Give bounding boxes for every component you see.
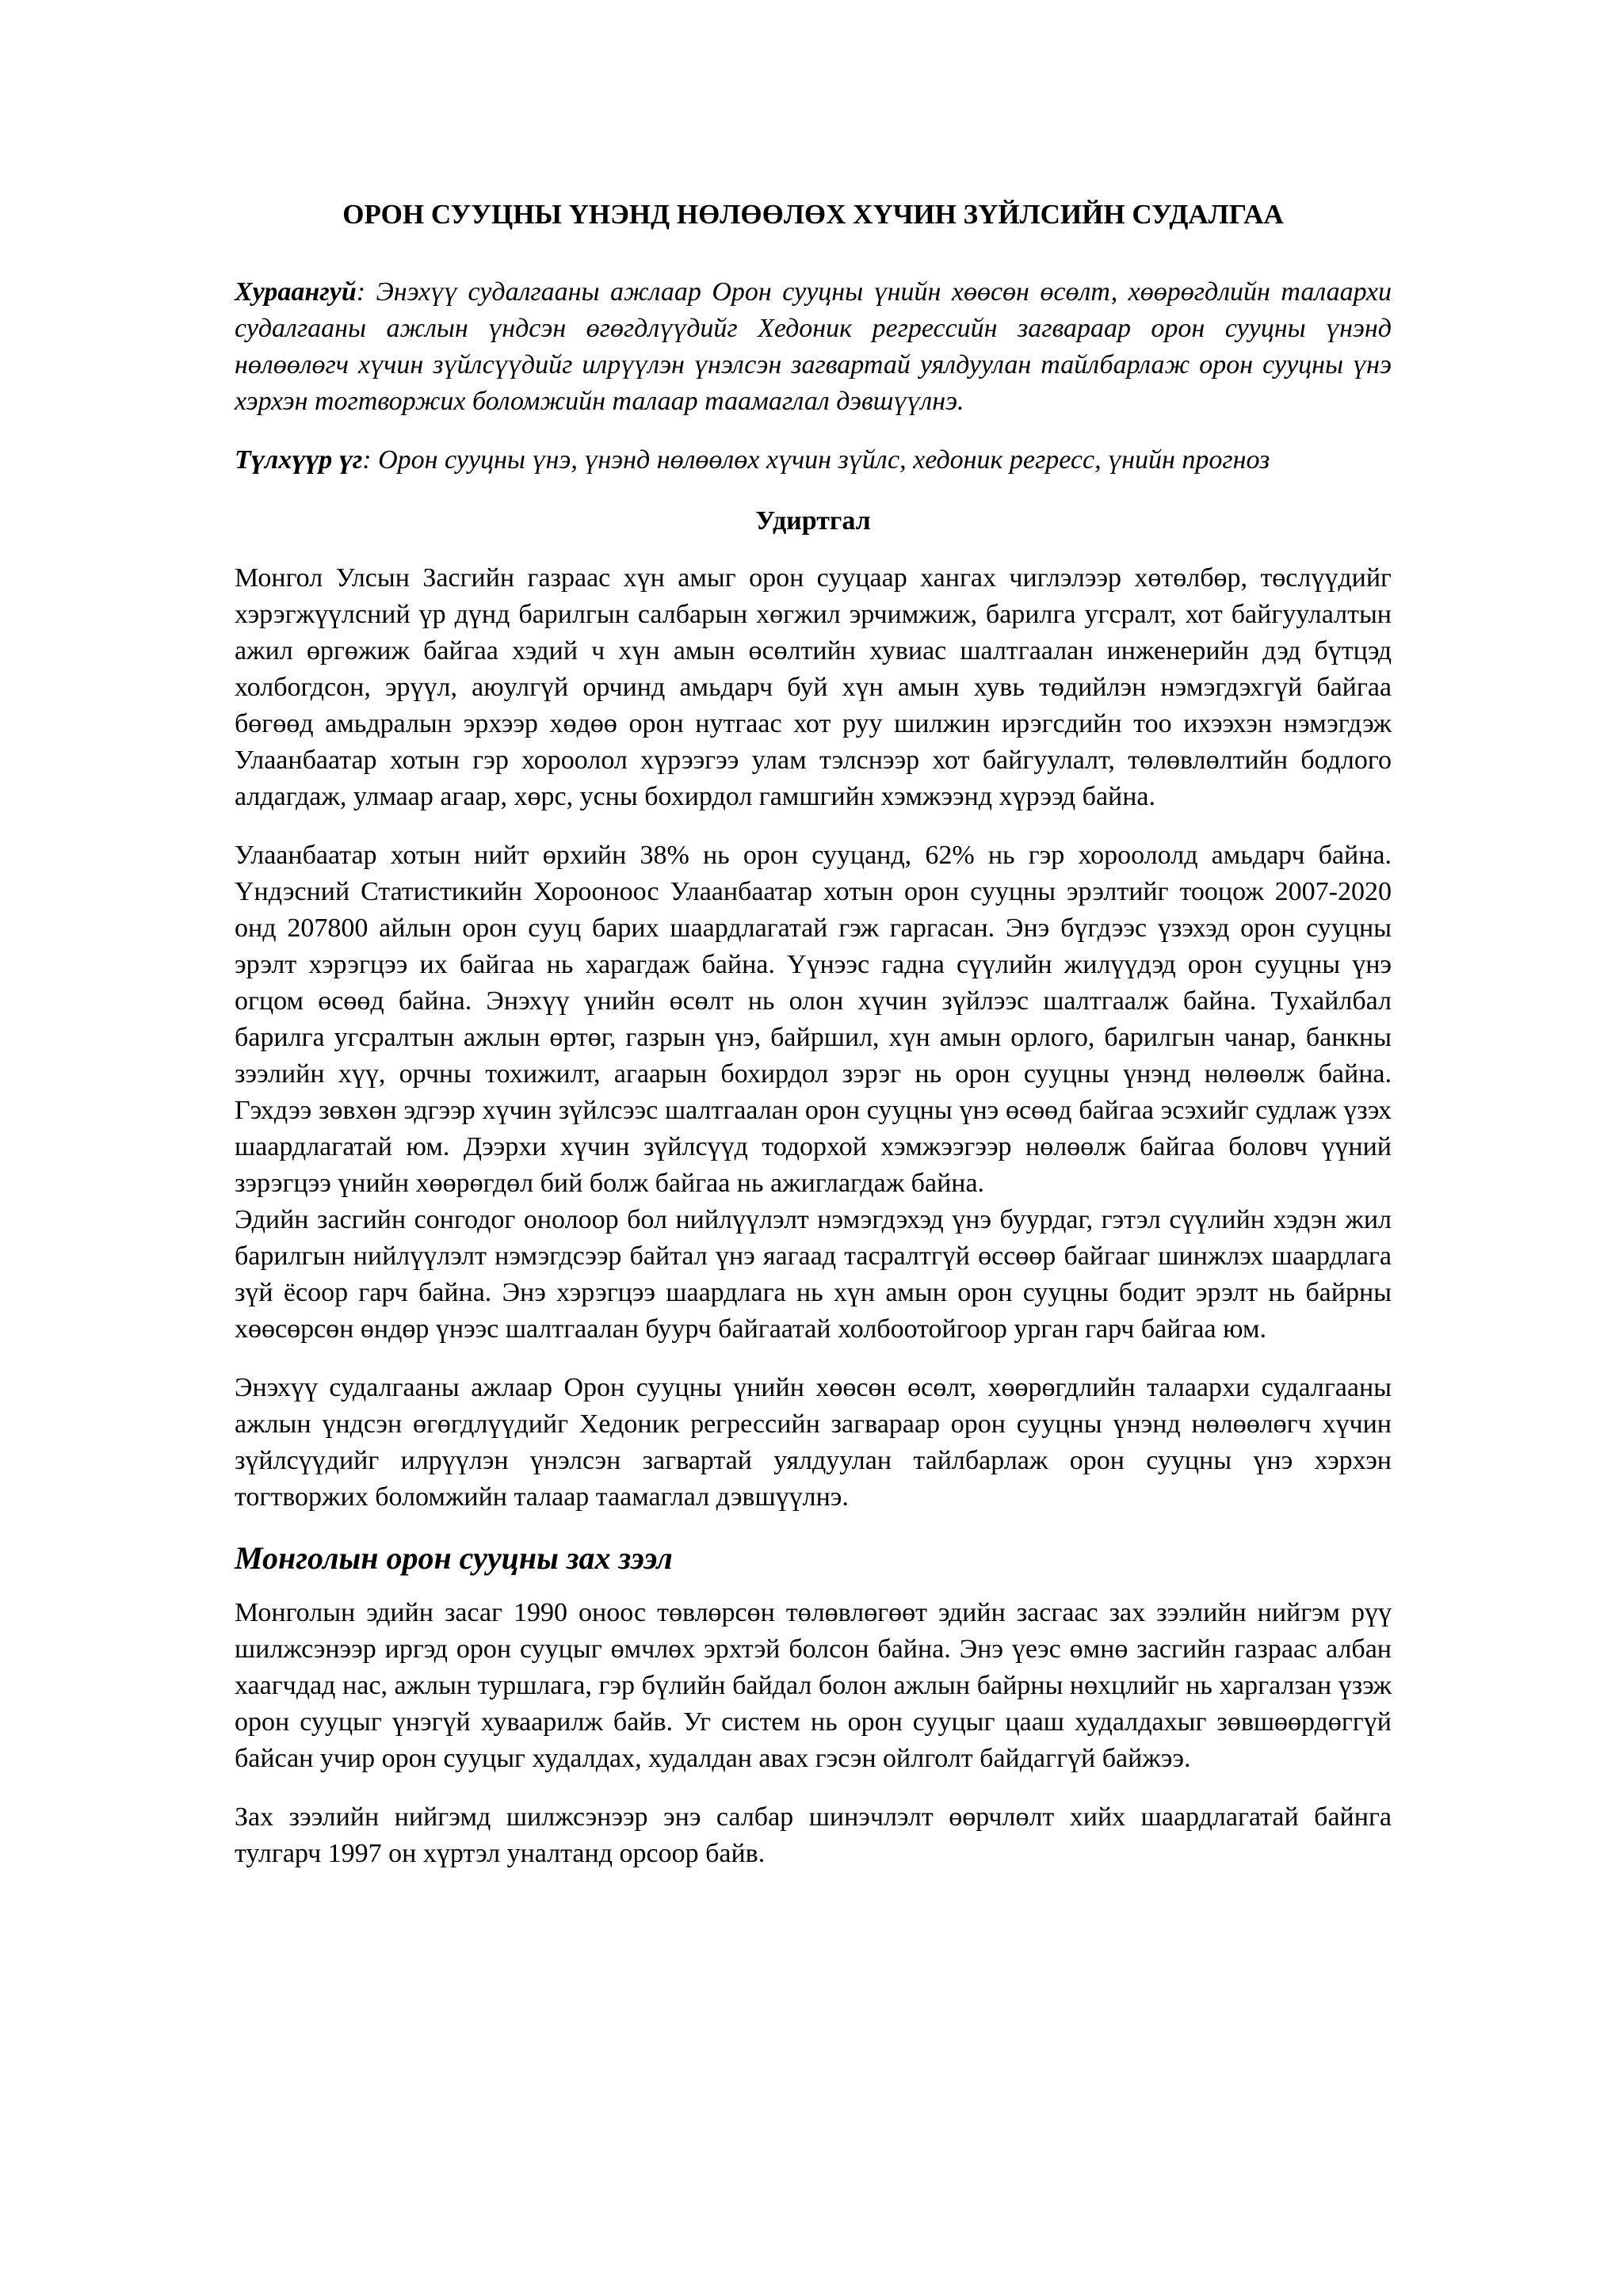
paragraph-4: Энэхүү судалгааны ажлаар Орон сууцны үнийн хөөсөн өсөлт, хөөрөгдлийн талаархи судалгааны ажлын үндсэн өгөгдлүүдийг Хедоник регрессийн загвараар орон сууцны үнэнд нөлөөлөгч хүчин зүйлсүүдийг илрүүлэн үнэлсэн загвартай уялдуулан тайлбарлаж орон сууцны үнэ хэрхэн тогтворжих боломжийн талаар таамаглал дэвшүүлнэ. — [235, 1372, 1392, 1512]
paragraph-1: Монгол Улсын Засгийн газраас хүн амыг орон сууцаар хангах чиглэлээр хөтөлбөр, төслүүдийг хэрэгжүүлсний үр дүнд барилгын салбарын хөгжил эрчимжиж, барилга угсралт, хот байгуулалтын ажил өргөжиж байгаа хэдий ч хүн амын өсөлтийн хувиас шалтгаалан инженерийн дэд бүтцэд холбогдсон, эрүүл, аюулгүй орчинд амьдарч буй хүн амын хувь төдийлэн нэмэгдэхгүй байгаа бөгөөд амьдралын эрхээр хөдөө орон нутгаас хот руу шилжин ирэгсдийн тоо ихээхэн нэмэгдэж Улаанбаатар хотын гэр хороолол хүрээгээ улам тэлснээр хот байгуулалт, төлөвлөлтийн бодлого алдагдаж, улмаар агаар, хөрс, усны бохирдол гамшгийн хэмжээнд хүрээд байна. — [235, 563, 1392, 811]
paragraph-2: Улаанбаатар хотын нийт өрхийн 38% нь орон сууцанд, 62% нь гэр хороололд амьдарч байна. Үндэсний Статистикийн Хорооноос Улаанбаатар хотын орон сууцны эрэлтийг тооцож 2007-2020 онд 207800 айлын орон сууц барих шаардлагатай гэж гаргасан. Энэ бүгдээс үзэхэд орон сууцны эрэлт хэрэгцээ их байгаа нь харагдаж байна. Үүнээс гадна сүүлийн жилүүдэд орон сууцны үнэ огцом өсөөд байна. Энэхүү үнийн өсөлт нь олон хүчин зүйлээс шалтгаалж байна. Тухайлбал барилга угсралтын ажлын өртөг, газрын үнэ, байршил, хүн амын орлого, барилгын чанар, банкны зээлийн хүү, орчны тохижилт, агаарын бохирдол зэрэг нь орон сууцны үнэнд нөлөөлж байна. Гэхдээ зөвхөн эдгээр хүчин зүйлсээс шалтгаалан орон сууцны үнэ өсөөд байгаа эсэхийг судлаж үзэх шаардлагатай юм. Дээрхи хүчин зүйлсүүд тодорхой хэмжээгээр нөлөөлж байгаа боловч үүний зэрэгцээ үнийн хөөрөгдөл бий болж байгаа нь ажиглагдаж байна. — [235, 840, 1392, 1198]
paper-title: ОРОН СУУЦНЫ ҮНЭНД НӨЛӨӨЛӨХ ХҮЧИН ЗҮЙЛСИЙН СУДАЛГАА — [342, 199, 1284, 230]
keywords-label: Түлхүүр үг — [235, 445, 363, 475]
abstract-text: : Энэхүү судалгааны ажлаар Орон сууцны үнийн хөөсөн өсөлт, хөөрөгдлийн талаархи судалгааны ажлын үндсэн өгөгдлүүдийг Хедоник регрессийн загвараар орон сууцны үнэнд нөлөөлөгч хүчин зүйлсүүдийг илрүүлэн үнэлсэн загвартай уялдуулан тайлбарлаж орон сууцны үнэ хэрхэн тогтворжих боломжийн талаар таамаглал дэвшүүлнэ. — [235, 277, 1392, 416]
abstract-label: Хураангуй — [235, 277, 357, 307]
keywords-text: : Орон сууцны үнэ, үнэнд нөлөөлөх хүчин зүйлс, хедоник регресс, үнийн прогноз — [362, 445, 1270, 475]
section-heading-introduction: Удиртгал — [755, 506, 871, 536]
keywords — [235, 442, 1392, 479]
paragraph-6: Зах зээлийн нийгэмд шилжсэнээр энэ салбар шинэчлэлт өөрчлөлт хийх шаардлагатай байнга тулгарч 1997 он хүртэл уналтанд орсоор байв. — [235, 1802, 1392, 1868]
abstract — [235, 274, 1392, 420]
document-page — [235, 176, 1392, 1894]
paragraph-3: Эдийн засгийн сонгодог онолоор бол нийлүүлэлт нэмэгдэхэд үнэ буурдаг, гэтэл сүүлийн хэдэн жил барилгын нийлүүлэлт нэмэгдсээр байтал үнэ яагаад тасралтгүй өссөөр байгааг шинжлэх шаардлага зүй ёсоор гарч байна. Энэ хэрэгцээ шаардлага нь хүн амын орон сууцны бодит эрэлт нь байрны хөөсөрсөн өндөр үнээс шалтгаалан буурч байгаатай холбоотойгоор урган гарч байгаа юм. — [235, 1204, 1392, 1344]
section-heading-housing-market: Монголын орон сууцны зах зээл — [235, 1539, 673, 1576]
paragraph-5: Монголын эдийн засаг 1990 оноос төвлөрсөн төлөвлөгөөт эдийн засгаас зах зээлийн нийгэм рүү шилжсэнээр иргэд орон сууцыг өмчлөх эрхтэй болсон байна. Энэ үеэс өмнө засгийн газраас албан хаагчдад нас, ажлын туршлага, гэр бүлийн байдал болон ажлын байрны нөхцлийг нь харгалзан үзэж орон сууцыг үнэгүй хуваарилж байв. Уг систем нь орон сууцыг цааш худалдахыг зөвшөөрдөггүй байсан учир орон сууцыг худалдах, худалдан авах гэсэн ойлголт байдаггүй байжээ. — [235, 1597, 1392, 1773]
